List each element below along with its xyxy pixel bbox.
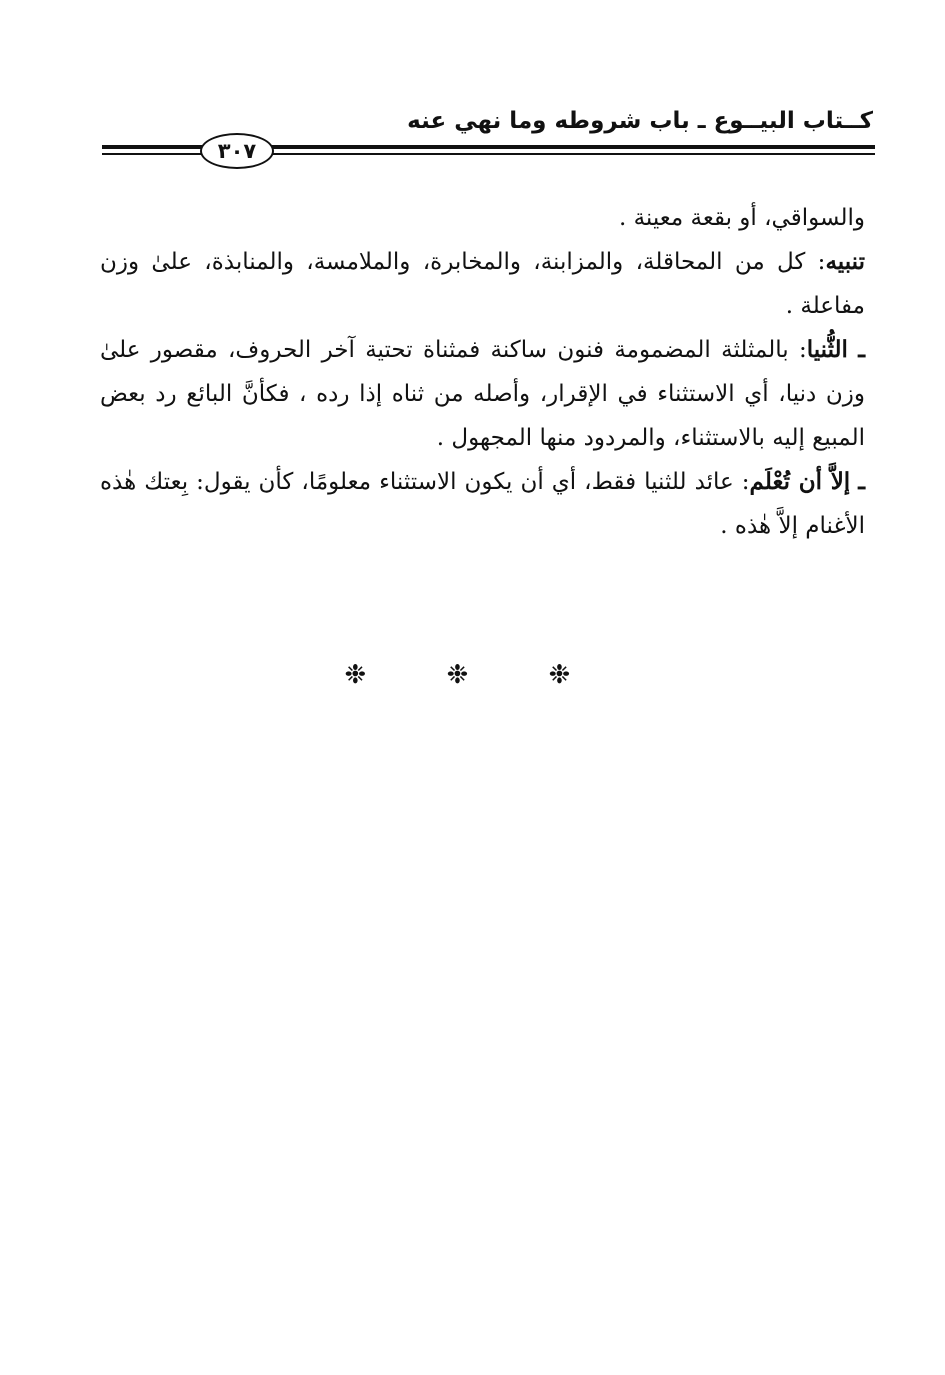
term-illa-an-tulam: إلاَّ أن تُعْلَم: [749, 468, 851, 495]
section-end-ornament: [0, 660, 945, 690]
body-text: [100, 196, 865, 548]
illa-explanation: : عائد للثنيا فقط، أي أن يكون الاستثناء معلومًا، كأن يقول: بِعتك هٰذه الأغنام إلاَّ هٰذه .: [100, 469, 865, 539]
entry-dash: ـ: [858, 468, 865, 495]
paragraph-thunya: [100, 328, 865, 460]
ornament-star-icon: ❉: [446, 660, 499, 690]
page-number-badge: [200, 133, 274, 169]
ornament-star-icon: ❉: [548, 660, 601, 690]
running-head-title: كــتاب البيــوع ـ باب شروطه وما نهي عنه: [407, 108, 873, 134]
note-label: تنبيه: [825, 248, 865, 275]
paragraph-1: والسواقي، أو بقعة معينة .: [618, 205, 865, 231]
paragraph-illa: [100, 460, 865, 548]
paragraph-note: [100, 240, 865, 328]
entry-dash: ـ: [858, 336, 865, 363]
page-number: ٣٠٧: [217, 139, 257, 163]
thunya-explanation: : بالمثلثة المضمومة فنون ساكنة فمثناة تحتية آخر الحروف، مقصور علىٰ وزن دنيا، أي الاستثناء في الإقرار، وأصله من ثناه إذا رده ، فكأنَّ البائع رد بعض المبيع إليه بالاستثناء، والمردود منها المجهول .: [100, 337, 865, 451]
note-text: : كل من المحاقلة، والمزابنة، والمخابرة، والملامسة، والمنابذة، علىٰ وزن مفاعلة .: [100, 249, 865, 319]
term-thunya: الثُّنيا: [806, 336, 848, 363]
ornament-star-icon: ❉: [344, 660, 397, 690]
